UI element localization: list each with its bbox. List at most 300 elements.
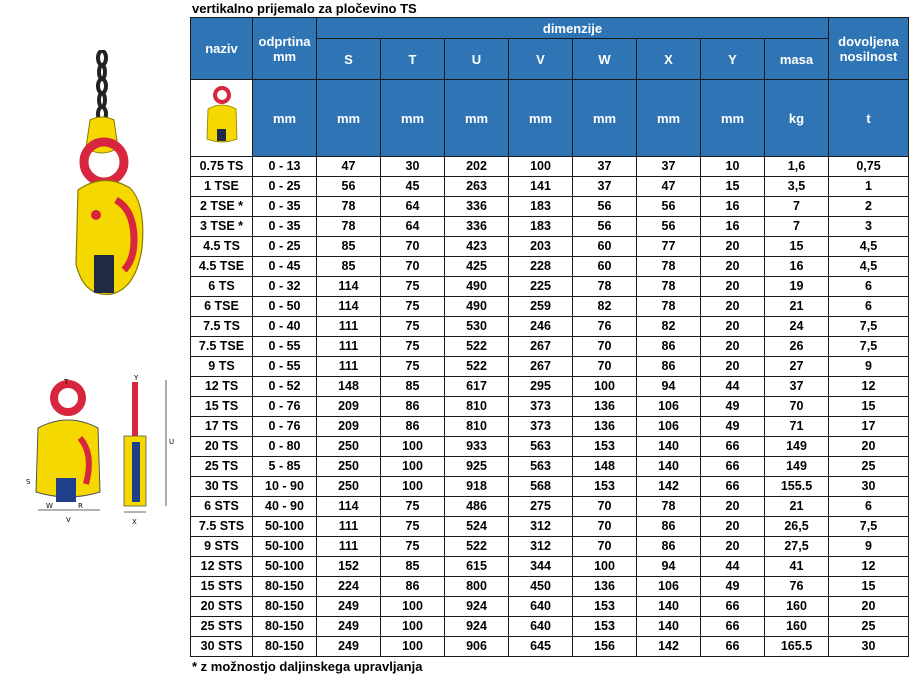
label-x: X: [132, 518, 137, 526]
value-cell: 100: [509, 157, 573, 177]
table-row: [191, 177, 909, 197]
model-name-cell: 7.5 STS: [191, 517, 253, 537]
model-name-cell: 30 STS: [191, 637, 253, 657]
model-name-cell: 9 TS: [191, 357, 253, 377]
value-cell: 20: [701, 237, 765, 257]
value-cell: 183: [509, 197, 573, 217]
value-cell: 70: [573, 517, 637, 537]
value-cell: 37: [573, 157, 637, 177]
header-col-w: W: [573, 39, 637, 80]
value-cell: 0 - 32: [253, 277, 317, 297]
value-cell: 250: [317, 457, 381, 477]
value-cell: 66: [701, 597, 765, 617]
value-cell: 423: [445, 237, 509, 257]
value-cell: 0 - 80: [253, 437, 317, 457]
value-cell: 645: [509, 637, 573, 657]
value-cell: 16: [701, 217, 765, 237]
value-cell: 56: [637, 197, 701, 217]
header-col-y: Y: [701, 39, 765, 80]
value-cell: 246: [509, 317, 573, 337]
value-cell: 20: [829, 597, 909, 617]
model-name-cell: 25 STS: [191, 617, 253, 637]
value-cell: 0 - 76: [253, 417, 317, 437]
value-cell: 86: [381, 577, 445, 597]
value-cell: 6: [829, 277, 909, 297]
value-cell: 141: [509, 177, 573, 197]
value-cell: 522: [445, 357, 509, 377]
value-cell: 85: [381, 377, 445, 397]
value-cell: 486: [445, 497, 509, 517]
table-row: [191, 357, 909, 377]
value-cell: 20: [701, 297, 765, 317]
value-cell: 259: [509, 297, 573, 317]
value-cell: 111: [317, 537, 381, 557]
value-cell: 250: [317, 437, 381, 457]
table-row: [191, 377, 909, 397]
value-cell: 82: [573, 297, 637, 317]
value-cell: 70: [765, 397, 829, 417]
value-cell: 70: [573, 337, 637, 357]
model-name-cell: 6 STS: [191, 497, 253, 517]
model-name-cell: 12 TS: [191, 377, 253, 397]
value-cell: 75: [381, 537, 445, 557]
value-cell: 373: [509, 417, 573, 437]
header-thumbnail: [191, 80, 253, 157]
value-cell: 0 - 55: [253, 337, 317, 357]
model-name-cell: 3 TSE *: [191, 217, 253, 237]
value-cell: 0 - 35: [253, 197, 317, 217]
value-cell: 106: [637, 417, 701, 437]
value-cell: 100: [573, 377, 637, 397]
table-row: [191, 257, 909, 277]
label-w: W: [46, 502, 53, 510]
value-cell: 114: [317, 277, 381, 297]
value-cell: 3,5: [765, 177, 829, 197]
value-cell: 78: [637, 297, 701, 317]
unit-cell: mm: [381, 80, 445, 157]
value-cell: 12: [829, 377, 909, 397]
value-cell: 136: [573, 577, 637, 597]
value-cell: 47: [637, 177, 701, 197]
value-cell: 140: [637, 457, 701, 477]
value-cell: 524: [445, 517, 509, 537]
value-cell: 249: [317, 637, 381, 657]
value-cell: 249: [317, 617, 381, 637]
value-cell: 490: [445, 277, 509, 297]
value-cell: 906: [445, 637, 509, 657]
value-cell: 60: [573, 237, 637, 257]
value-cell: 924: [445, 617, 509, 637]
value-cell: 15: [765, 237, 829, 257]
value-cell: 136: [573, 397, 637, 417]
value-cell: 26: [765, 337, 829, 357]
unit-cell: mm: [445, 80, 509, 157]
value-cell: 75: [381, 297, 445, 317]
value-cell: 183: [509, 217, 573, 237]
value-cell: 250: [317, 477, 381, 497]
table-row: [191, 397, 909, 417]
header-col-x: X: [637, 39, 701, 80]
value-cell: 336: [445, 197, 509, 217]
value-cell: 12: [829, 557, 909, 577]
value-cell: 111: [317, 357, 381, 377]
value-cell: 522: [445, 337, 509, 357]
value-cell: 100: [381, 437, 445, 457]
value-cell: 76: [765, 577, 829, 597]
value-cell: 7,5: [829, 337, 909, 357]
unit-cell: mm: [509, 80, 573, 157]
table-row: [191, 417, 909, 437]
table-row: [191, 457, 909, 477]
value-cell: 25: [829, 617, 909, 637]
value-cell: 15: [829, 577, 909, 597]
value-cell: 17: [829, 417, 909, 437]
value-cell: 156: [573, 637, 637, 657]
value-cell: 0 - 40: [253, 317, 317, 337]
value-cell: 4,5: [829, 257, 909, 277]
value-cell: 26,5: [765, 517, 829, 537]
value-cell: 209: [317, 397, 381, 417]
table-row: [191, 557, 909, 577]
value-cell: 0 - 25: [253, 177, 317, 197]
label-s: S: [26, 478, 31, 486]
value-cell: 80-150: [253, 617, 317, 637]
value-cell: 9: [829, 357, 909, 377]
value-cell: 56: [637, 217, 701, 237]
value-cell: 56: [573, 217, 637, 237]
value-cell: 85: [317, 237, 381, 257]
value-cell: 15: [829, 397, 909, 417]
model-name-cell: 0.75 TS: [191, 157, 253, 177]
value-cell: 19: [765, 277, 829, 297]
model-name-cell: 6 TSE: [191, 297, 253, 317]
value-cell: 94: [637, 377, 701, 397]
value-cell: 336: [445, 217, 509, 237]
value-cell: 0 - 55: [253, 357, 317, 377]
model-name-cell: 12 STS: [191, 557, 253, 577]
value-cell: 1,6: [765, 157, 829, 177]
value-cell: 224: [317, 577, 381, 597]
value-cell: 78: [573, 277, 637, 297]
value-cell: 522: [445, 537, 509, 557]
value-cell: 80-150: [253, 637, 317, 657]
value-cell: 100: [381, 637, 445, 657]
value-cell: 49: [701, 577, 765, 597]
value-cell: 0 - 50: [253, 297, 317, 317]
value-cell: 86: [637, 537, 701, 557]
value-cell: 20: [701, 537, 765, 557]
table-row: [191, 617, 909, 637]
value-cell: 77: [637, 237, 701, 257]
value-cell: 106: [637, 577, 701, 597]
table-row: [191, 297, 909, 317]
value-cell: 86: [637, 357, 701, 377]
value-cell: 114: [317, 497, 381, 517]
unit-cell: mm: [573, 80, 637, 157]
value-cell: 148: [317, 377, 381, 397]
value-cell: 75: [381, 277, 445, 297]
value-cell: 21: [765, 297, 829, 317]
value-cell: 4,5: [829, 237, 909, 257]
value-cell: 30: [381, 157, 445, 177]
value-cell: 7: [765, 217, 829, 237]
model-name-cell: 17 TS: [191, 417, 253, 437]
clamp-photo: [60, 50, 160, 310]
value-cell: 20: [701, 277, 765, 297]
value-cell: 66: [701, 437, 765, 457]
value-cell: 70: [573, 357, 637, 377]
value-cell: 249: [317, 597, 381, 617]
value-cell: 66: [701, 637, 765, 657]
value-cell: 0 - 76: [253, 397, 317, 417]
value-cell: 563: [509, 457, 573, 477]
table-row: [191, 217, 909, 237]
model-name-cell: 4.5 TS: [191, 237, 253, 257]
value-cell: 56: [573, 197, 637, 217]
value-cell: 75: [381, 317, 445, 337]
unit-cell: mm: [637, 80, 701, 157]
model-name-cell: 1 TSE: [191, 177, 253, 197]
label-v: V: [66, 516, 71, 524]
value-cell: 56: [317, 177, 381, 197]
label-t: T: [64, 378, 69, 386]
value-cell: 85: [317, 257, 381, 277]
value-cell: 86: [381, 417, 445, 437]
spec-table: [190, 17, 909, 657]
value-cell: 100: [381, 477, 445, 497]
value-cell: 7,5: [829, 317, 909, 337]
value-cell: 136: [573, 417, 637, 437]
value-cell: 75: [381, 357, 445, 377]
value-cell: 111: [317, 337, 381, 357]
value-cell: 568: [509, 477, 573, 497]
unit-cell: kg: [765, 80, 829, 157]
value-cell: 76: [573, 317, 637, 337]
value-cell: 7: [765, 197, 829, 217]
value-cell: 50-100: [253, 537, 317, 557]
value-cell: 27: [765, 357, 829, 377]
value-cell: 0 - 25: [253, 237, 317, 257]
value-cell: 10 - 90: [253, 477, 317, 497]
value-cell: 49: [701, 397, 765, 417]
value-cell: 100: [381, 617, 445, 637]
value-cell: 66: [701, 617, 765, 637]
value-cell: 60: [573, 257, 637, 277]
value-cell: 142: [637, 477, 701, 497]
value-cell: 27,5: [765, 537, 829, 557]
value-cell: 64: [381, 197, 445, 217]
value-cell: 152: [317, 557, 381, 577]
clamp-thumbnail-icon: [202, 85, 242, 149]
value-cell: 153: [573, 477, 637, 497]
value-cell: 100: [381, 457, 445, 477]
table-row: [191, 237, 909, 257]
header-naziv: naziv: [191, 18, 253, 80]
value-cell: 111: [317, 517, 381, 537]
page-title: vertikalno prijemalo za pločevino TS: [192, 1, 417, 16]
table-row: [191, 197, 909, 217]
value-cell: 6: [829, 297, 909, 317]
value-cell: 617: [445, 377, 509, 397]
value-cell: 16: [701, 197, 765, 217]
value-cell: 78: [637, 277, 701, 297]
value-cell: 373: [509, 397, 573, 417]
table-row: [191, 577, 909, 597]
value-cell: 165.5: [765, 637, 829, 657]
value-cell: 312: [509, 537, 573, 557]
value-cell: 37: [765, 377, 829, 397]
value-cell: 153: [573, 617, 637, 637]
value-cell: 20: [829, 437, 909, 457]
value-cell: 20: [701, 517, 765, 537]
footnote: * z možnostjo daljinskega upravljanja: [192, 659, 423, 674]
value-cell: 267: [509, 337, 573, 357]
model-name-cell: 15 STS: [191, 577, 253, 597]
model-name-cell: 9 STS: [191, 537, 253, 557]
value-cell: 155.5: [765, 477, 829, 497]
value-cell: 149: [765, 437, 829, 457]
value-cell: 5 - 85: [253, 457, 317, 477]
table-row: [191, 637, 909, 657]
value-cell: 2: [829, 197, 909, 217]
value-cell: 78: [317, 197, 381, 217]
value-cell: 24: [765, 317, 829, 337]
label-y: Y: [134, 374, 139, 382]
header-col-v: V: [509, 39, 573, 80]
value-cell: 140: [637, 597, 701, 617]
dimension-diagram: [20, 372, 180, 532]
value-cell: 530: [445, 317, 509, 337]
value-cell: 86: [637, 517, 701, 537]
value-cell: 20: [701, 497, 765, 517]
header-col-masa: masa: [765, 39, 829, 80]
value-cell: 85: [381, 557, 445, 577]
value-cell: 800: [445, 577, 509, 597]
unit-cell: mm: [317, 80, 381, 157]
value-cell: 312: [509, 517, 573, 537]
value-cell: 3: [829, 217, 909, 237]
value-cell: 0 - 13: [253, 157, 317, 177]
value-cell: 450: [509, 577, 573, 597]
value-cell: 78: [637, 497, 701, 517]
table-row: [191, 537, 909, 557]
value-cell: 295: [509, 377, 573, 397]
value-cell: 263: [445, 177, 509, 197]
value-cell: 810: [445, 417, 509, 437]
value-cell: 70: [381, 257, 445, 277]
value-cell: 148: [573, 457, 637, 477]
value-cell: 142: [637, 637, 701, 657]
value-cell: 149: [765, 457, 829, 477]
value-cell: 810: [445, 397, 509, 417]
value-cell: 20: [701, 337, 765, 357]
model-name-cell: 6 TS: [191, 277, 253, 297]
value-cell: 45: [381, 177, 445, 197]
value-cell: 66: [701, 477, 765, 497]
value-cell: 140: [637, 437, 701, 457]
table-row: [191, 597, 909, 617]
value-cell: 160: [765, 597, 829, 617]
value-cell: 20: [701, 257, 765, 277]
value-cell: 640: [509, 617, 573, 637]
value-cell: 78: [637, 257, 701, 277]
header-col-s: S: [317, 39, 381, 80]
value-cell: 203: [509, 237, 573, 257]
value-cell: 20: [701, 357, 765, 377]
value-cell: 9: [829, 537, 909, 557]
value-cell: 10: [701, 157, 765, 177]
model-name-cell: 7.5 TS: [191, 317, 253, 337]
model-name-cell: 20 TS: [191, 437, 253, 457]
value-cell: 425: [445, 257, 509, 277]
value-cell: 49: [701, 417, 765, 437]
value-cell: 20: [701, 317, 765, 337]
value-cell: 86: [637, 337, 701, 357]
value-cell: 925: [445, 457, 509, 477]
header-col-u: U: [445, 39, 509, 80]
value-cell: 66: [701, 457, 765, 477]
unit-cell: t: [829, 80, 909, 157]
value-cell: 267: [509, 357, 573, 377]
value-cell: 80-150: [253, 597, 317, 617]
value-cell: 21: [765, 497, 829, 517]
value-cell: 70: [573, 537, 637, 557]
table-row: [191, 317, 909, 337]
value-cell: 0,75: [829, 157, 909, 177]
value-cell: 15: [701, 177, 765, 197]
value-cell: 47: [317, 157, 381, 177]
table-row: [191, 337, 909, 357]
value-cell: 70: [573, 497, 637, 517]
value-cell: 160: [765, 617, 829, 637]
value-cell: 7,5: [829, 517, 909, 537]
label-u: U: [169, 438, 175, 446]
table-row: [191, 157, 909, 177]
value-cell: 344: [509, 557, 573, 577]
value-cell: 0 - 52: [253, 377, 317, 397]
value-cell: 918: [445, 477, 509, 497]
value-cell: 0 - 35: [253, 217, 317, 237]
value-cell: 640: [509, 597, 573, 617]
model-name-cell: 15 TS: [191, 397, 253, 417]
value-cell: 490: [445, 297, 509, 317]
header-col-t: T: [381, 39, 445, 80]
value-cell: 0 - 45: [253, 257, 317, 277]
value-cell: 86: [381, 397, 445, 417]
value-cell: 1: [829, 177, 909, 197]
value-cell: 16: [765, 257, 829, 277]
header-dimenzije: dimenzije: [317, 18, 829, 39]
value-cell: 44: [701, 557, 765, 577]
value-cell: 44: [701, 377, 765, 397]
value-cell: 153: [573, 597, 637, 617]
value-cell: 153: [573, 437, 637, 457]
value-cell: 6: [829, 497, 909, 517]
value-cell: 25: [829, 457, 909, 477]
table-row: [191, 517, 909, 537]
model-name-cell: 25 TS: [191, 457, 253, 477]
unit-cell: mm: [701, 80, 765, 157]
model-name-cell: 7.5 TSE: [191, 337, 253, 357]
value-cell: 71: [765, 417, 829, 437]
value-cell: 140: [637, 617, 701, 637]
model-name-cell: 30 TS: [191, 477, 253, 497]
model-name-cell: 20 STS: [191, 597, 253, 617]
value-cell: 106: [637, 397, 701, 417]
label-r: R: [78, 502, 83, 510]
value-cell: 50-100: [253, 517, 317, 537]
model-name-cell: 4.5 TSE: [191, 257, 253, 277]
